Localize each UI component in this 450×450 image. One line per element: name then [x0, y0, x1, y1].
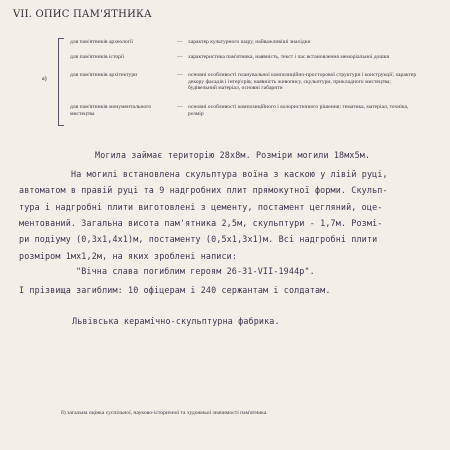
form-row-dash: — — [177, 72, 183, 78]
form-row-architecture-label: для пам'ятників архітектури — [70, 72, 138, 78]
form-row-archaeology-desc: характер культурного шару, найважливіші знахідки — [188, 39, 311, 45]
typed-line: автоматом в правій руці та 9 надгробних плит прямокутної форми. Скульп- — [19, 185, 388, 195]
footnote: б) загальна оцінка суспільної, науково-історичної та художньої значимості пам'ятника. — [61, 410, 268, 416]
form-row-monumental-label: для пам'ятників монументального мистецтва — [70, 104, 152, 117]
form-row-archaeology-label: для пам'ятників археології — [70, 39, 134, 45]
form-row-dash: — — [177, 104, 183, 110]
typed-line: І прізвища загиблим: 10 офіцерам і 240 сержантам і солдатам. — [19, 285, 331, 295]
form-brace — [58, 38, 64, 126]
inscription-line: "Вічна слава погиблим героям 26-31-VII-1944р". — [76, 266, 315, 276]
form-letter: а) — [42, 76, 47, 82]
typed-line: ри подіуму (0,3х1,4х1)м, постаменту (0,5х1,3х1)м. Всі надгробні плити — [19, 234, 378, 244]
form-row-architecture-desc: основні особливості планувальної композиційно-просторової структури і конструкції; характер декору фасадів і інтер'єрів; наявність живопису, скульптури, прикладного мистецтва; будівельний матеріал, основні габарити — [188, 72, 417, 92]
form-row-dash: — — [177, 54, 183, 60]
section-heading: VII. ОПИС ПАМ'ЯТНИКА — [13, 9, 152, 20]
typed-line: На могилі встановлена скульптура воїна з каскою у лівій руці, — [71, 169, 388, 179]
typed-line: розміром 1мх1,2м, на яких зроблені написи: — [19, 251, 238, 261]
manufacturer-line: Львівська керамічно-скульптурна фабрика. — [72, 316, 280, 326]
form-row-dash: — — [177, 39, 183, 45]
form-row-history-label: для пам'ятників історії — [70, 54, 125, 60]
form-row-monumental-desc: основні особливості композиційного і колористичного рішення; тематика, матеріал, техніка, розмір — [188, 104, 409, 117]
typed-line: Могила займає територію 28х8м. Розміри могили 18мх5м. — [95, 150, 371, 160]
typed-line: ментований. Загальна висота пам'ятника 2,5м, скульптури - 1,7м. Розмі- — [19, 218, 383, 228]
form-row-history-desc: характеристика пам'ятника, наявність, текст і час встановлення меморіальної дошки — [188, 54, 390, 60]
typed-line: тура і надгробні плити виготовлені з цементу, постамент цегляний, оце- — [19, 202, 383, 212]
